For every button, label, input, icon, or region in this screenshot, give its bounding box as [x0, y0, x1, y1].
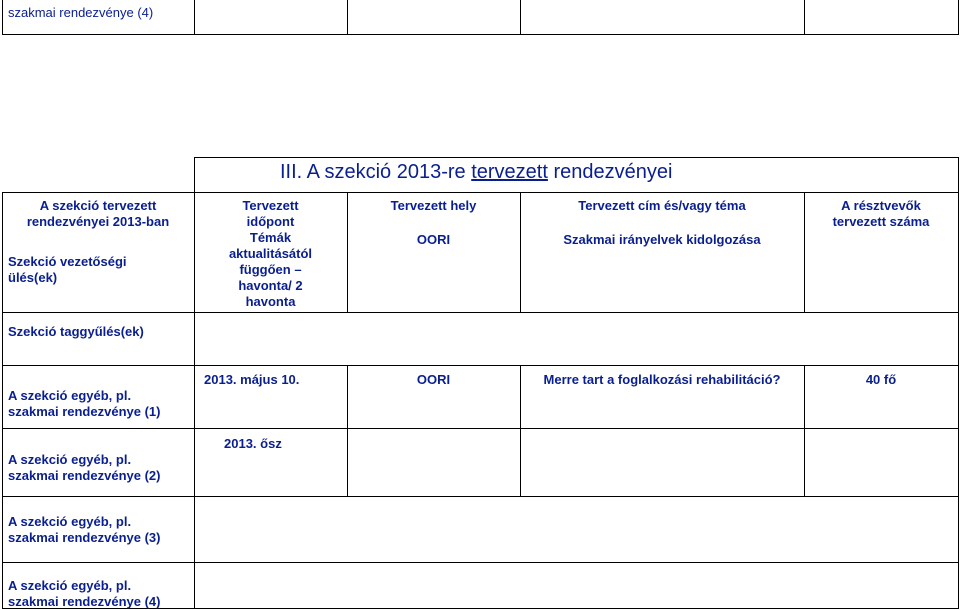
event-1-count: 40 fő: [865, 372, 897, 387]
header-col-events: A szekció tervezett rendezvényei 2013-ban: [26, 198, 170, 229]
event-1-date: 2013. május 10.: [204, 372, 300, 387]
header-col-topic: Tervezett cím és/vagy téma: [578, 198, 746, 213]
top-row-label: szakmai rendezvénye (4): [8, 5, 154, 20]
event-3-label: A szekció egyéb, pl. szakmai rendezvénye (3): [8, 514, 161, 545]
event-1-place: OORI: [416, 372, 451, 387]
member-meeting-label: Szekció taggyűlés(ek): [8, 324, 144, 339]
header-col-time: Tervezett időpont: [242, 198, 299, 229]
event-2-label: A szekció egyéb, pl. szakmai rendezvénye (2): [8, 452, 161, 483]
board-meeting-time: Témák aktualitásától függően – havonta/ 2 havonta: [228, 230, 313, 309]
board-meeting-topic: Szakmai irányelvek kidolgozása: [563, 232, 761, 247]
board-meeting-place: OORI: [416, 232, 451, 247]
header-col-count: A résztvevők tervezett száma: [832, 198, 930, 229]
event-4-label: A szekció egyéb, pl. szakmai rendezvénye (4): [8, 578, 161, 609]
board-meeting-label: Szekció vezetőségi ülés(ek): [8, 254, 127, 285]
header-col-place: Tervezett hely: [390, 198, 477, 213]
event-1-topic: Merre tart a foglalkozási rehabilitáció?: [543, 372, 781, 387]
event-1-label: A szekció egyéb, pl. szakmai rendezvénye (1): [8, 388, 161, 419]
section-title: III. A szekció 2013-re tervezett rendezvényei: [280, 161, 673, 183]
event-2-date: 2013. ősz: [224, 436, 282, 451]
